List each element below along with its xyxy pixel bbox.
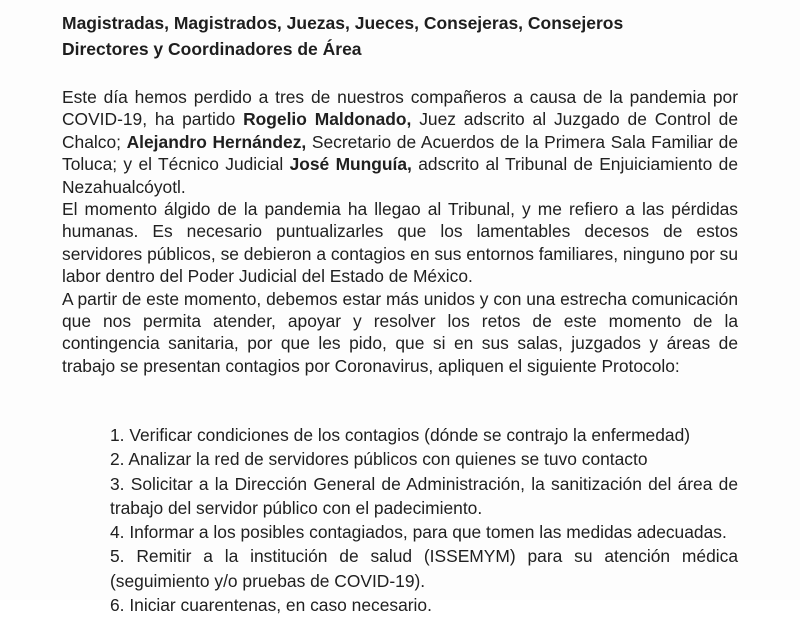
paragraph-losses-text-4: adscrito al Tribunal de Enjuiciamiento de Nezahualcóyotl.	[62, 154, 738, 197]
letter-body	[62, 86, 738, 377]
name-jose-munguia: José Munguía,	[289, 154, 412, 175]
addressee-line-2: Directores y Coordinadores de Área	[62, 39, 362, 59]
paragraph-losses-text-1: Este día hemos perdido a tres de nuestros compañeros a causa de la pandemia por COVID-19, ha partido	[62, 87, 738, 130]
protocol-item-1: 1. Verificar condiciones de los contagios (dónde se contrajo la enfermedad)	[110, 425, 691, 445]
addressee-header	[62, 10, 623, 62]
protocol-list	[110, 423, 738, 616]
paragraph-protocol-intro: A partir de este momento, debemos estar más unidos y con una estrecha comunicación que nos permita atender, apoyar y resolver los retos de este momento de la contingencia sanitaria, por que les pido, que si en sus salas, juzgados y áreas de trabajo se presentan contagios por Coronavirus, apliquen el siguiente Protocolo:	[62, 288, 738, 376]
protocol-item-6: 6. Iniciar cuarentenas, en caso necesario.	[110, 595, 432, 616]
paragraph-losses	[62, 86, 738, 198]
protocol-item-3: 3. Solicitar a la Dirección General de Administración, la sanitización del área de trabajo del servidor público con el padecimiento.	[110, 473, 738, 518]
addressee-line-1: Magistradas, Magistrados, Juezas, Jueces, Consejeras, Consejeros	[62, 13, 624, 33]
paragraph-losses-text-2: Juez adscrito al Juzgado de Control de Chalco;	[62, 109, 739, 152]
paragraph-pandemic: El momento álgido de la pandemia ha llegao al Tribunal, y me refiero a las pérdidas humanas. Es necesario puntualizarles que los lamentables decesos de estos servidores públicos, se debieron a contagios en sus entornos familiares, ninguno por su labor dentro del Poder Judicial del Estado de México.	[62, 199, 738, 287]
protocol-item-5: 5. Remitir a la institución de salud (ISSEMYM) para su atención médica (seguimiento y/o pruebas de COVID-19).	[110, 546, 738, 591]
name-rogelio-maldonado: Rogelio Maldonado,	[243, 109, 412, 130]
protocol-item-2: 2. Analizar la red de servidores públicos con quienes se tuvo contacto	[110, 449, 648, 470]
name-alejandro-hernandez: Alejandro Hernández,	[126, 131, 307, 152]
protocol-item-4: 4. Informar a los posibles contagiados, para que tomen las medidas adecuadas.	[110, 522, 727, 543]
paragraph-losses-text-3: Secretario de Acuerdos de la Primera Sala Familiar de Toluca; y el Técnico Judicial	[62, 131, 738, 175]
